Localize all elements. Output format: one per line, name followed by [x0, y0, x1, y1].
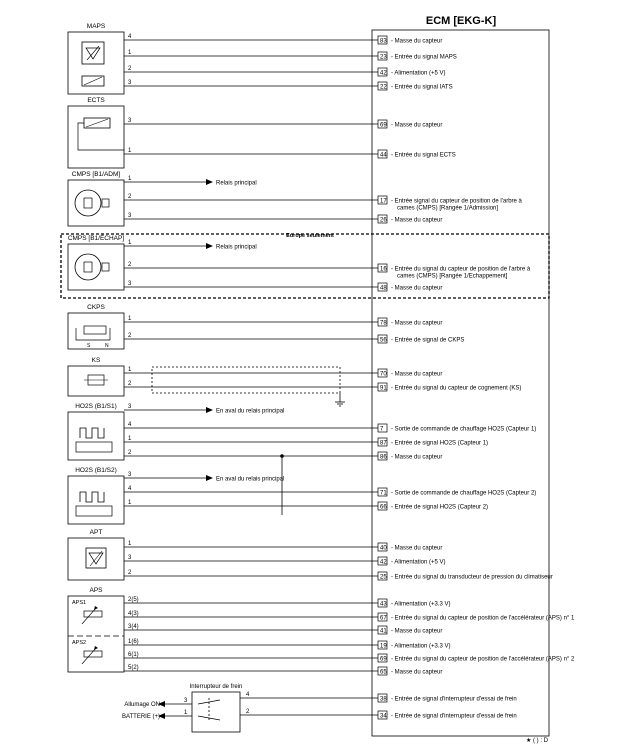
pin-number: 1: [128, 176, 132, 182]
pin-number: 2: [128, 262, 132, 268]
ks-box: [68, 366, 124, 396]
signal-label: - Entrée de signal d'interrupteur d'essai de frein: [391, 696, 517, 703]
arrow-head: [206, 179, 213, 185]
pin-number: 3: [128, 404, 132, 410]
signal-label: - Entrée du signal du capteur de cognement (KS): [391, 385, 522, 392]
ecm-pin-number: 56: [380, 337, 387, 344]
ecm-pin-number: 7: [380, 426, 384, 433]
pin-number: 1(6): [128, 639, 139, 645]
wiper-arrow: [94, 646, 98, 650]
pin-number: 3: [128, 118, 132, 124]
cmps-chip: [102, 199, 109, 207]
ecm-pin-number: 44: [380, 152, 387, 159]
heater-coil-icon: [80, 492, 104, 502]
cmps2-box: [68, 244, 124, 290]
pin-number: 2: [128, 450, 132, 456]
pin-number: 2: [128, 381, 132, 387]
signal-label: - Entrée du signal du capteur de position de l'accélérateur (APS) n° 2: [391, 656, 575, 663]
allumage-label: Allumage ON: [124, 702, 160, 708]
pin-number: 4: [128, 422, 132, 428]
ckps-n: N: [105, 343, 109, 349]
pin-number: 2: [128, 570, 132, 576]
signal-label: - Alimentation (+5 V): [391, 559, 446, 566]
ks-shield: [152, 367, 340, 393]
signal-label: - Masse du capteur: [391, 454, 443, 461]
potentiometer-icon: [84, 651, 102, 657]
pin-number: 3: [128, 80, 132, 86]
signal-label: - Sortie de commande de chauffage HO2S (Capteur 2): [391, 490, 537, 497]
component-name: HO2S (B1/S1): [75, 403, 117, 410]
pin-number: 5(2): [128, 665, 139, 671]
batterie-label: BATTERIE (+): [121, 714, 160, 720]
pin-number: 1: [128, 367, 132, 373]
component-name: APS2: [72, 640, 87, 646]
pin-number: 1: [128, 436, 132, 442]
arrow-head: [206, 407, 213, 413]
ckps-box: [68, 313, 124, 349]
component-name: ECTS: [87, 97, 105, 104]
pin-number: 1: [128, 541, 132, 547]
ckps-coil: [84, 326, 106, 334]
pin-number: 4: [246, 692, 250, 698]
pin-number: 3: [128, 281, 132, 287]
signal-label: - Entrée du signal du transducteur de pression du climatiseur: [391, 574, 553, 581]
pin-number: 1: [128, 50, 132, 56]
ecm-pin-number: 34: [380, 713, 387, 720]
ecm-title: ECM [EKG-K]: [425, 15, 497, 27]
cmps1-box: [68, 180, 124, 226]
signal-label-line2: cames (CMPS) [Rangée 1/Echappement]: [397, 273, 508, 280]
component-name: APT: [89, 529, 103, 536]
branch-label: Relais principal: [216, 244, 257, 251]
signal-label: - Masse du capteur: [391, 38, 443, 45]
component-name: APS: [89, 587, 103, 594]
batterie-pin: 1: [184, 710, 188, 716]
ecm-pin-number: 25: [380, 574, 387, 581]
signal-label: - Entrée signal du capteur de position de l'arbre à: [391, 198, 522, 205]
ecm-pin-number: 17: [380, 198, 387, 205]
signal-label: - Entrée du signal IATS: [391, 84, 453, 91]
heater-coil-icon: [80, 428, 104, 438]
europe-label: Europe seulement: [286, 233, 334, 239]
apt-sensor-element: [86, 548, 106, 568]
component-name: KS: [91, 357, 101, 364]
ecm-pin-number: 70: [380, 371, 387, 378]
wiper-arrow: [94, 606, 98, 610]
arrow-head: [206, 243, 213, 249]
ecm-pin-number: 71: [380, 490, 387, 497]
signal-label-line2: cames (CMPS) [Rangée 1/Admission]: [397, 205, 499, 212]
pin-number: 4: [128, 486, 132, 492]
ecm-pin-number: 65: [380, 669, 387, 676]
ecm-pin-number: 91: [380, 385, 387, 392]
ho2s1-box: [68, 412, 124, 460]
signal-label: - Entrée de signal de CKPS: [391, 337, 465, 344]
ecm-pin-number: 38: [380, 696, 387, 703]
ecm-pin-number: 69: [380, 656, 387, 663]
signal-label: - Alimentation (+5 V): [391, 70, 446, 77]
signal-label: - Masse du capteur: [391, 285, 443, 292]
frein-box: [192, 692, 240, 732]
wire-layer: [121, 34, 575, 720]
pin-number: 2(5): [128, 597, 139, 603]
ecm-pin-number: 86: [380, 454, 387, 461]
component-name: CMPS [B1/ÉCHAP]: [67, 235, 125, 242]
ecm-pin-number: 23: [380, 54, 387, 61]
pin-number: 6(1): [128, 652, 139, 658]
signal-label: - Entrée de signal HO2S (Capteur 2): [391, 504, 489, 511]
pin-number: 2: [128, 66, 132, 72]
component-name: Interrupteur de frein: [189, 684, 243, 690]
cmps-magnet: [84, 198, 92, 208]
ecm-pin-number: 42: [380, 70, 387, 77]
signal-label: - Masse du capteur: [391, 545, 443, 552]
pin-number: 1: [128, 148, 132, 154]
signal-label: - Masse du capteur: [391, 669, 443, 676]
branch-label: Relais principal: [216, 180, 257, 187]
ecm-pin-number: 43: [380, 601, 387, 608]
ects-lead: [78, 123, 124, 150]
pin-number: 1: [128, 240, 132, 246]
pin-number: 4: [128, 34, 132, 40]
pin-number: 4(3): [128, 611, 139, 617]
maps-box: [68, 32, 124, 94]
cmps-magnet: [84, 262, 92, 272]
pin-number: 1: [128, 316, 132, 322]
ecm-pin-number: 48: [380, 285, 387, 292]
signal-label: - Alimentation (+3.3 V): [391, 601, 451, 608]
apt-box: [68, 538, 124, 580]
signal-label: - Entrée de signal d'interrupteur d'essai de frein: [391, 713, 517, 720]
signal-label: - Masse du capteur: [391, 217, 443, 224]
pin-number: 3: [128, 555, 132, 561]
junction-dot: [280, 454, 284, 458]
signal-label: - Entrée du signal ECTS: [391, 152, 456, 159]
signal-label: - Entrée du signal MAPS: [391, 54, 457, 61]
potentiometer-icon: [84, 611, 102, 617]
pin-number: 1: [128, 500, 132, 506]
footnote: ★ ( ) : D: [525, 738, 548, 744]
cmps-circle-icon: [75, 190, 101, 216]
pin-number: 3: [128, 472, 132, 478]
signal-label: - Masse du capteur: [391, 122, 443, 129]
ecm-pin-number: 87: [380, 440, 387, 447]
signal-label: - Alimentation (+3.3 V): [391, 643, 451, 650]
signal-label: - Sortie de commande de chauffage HO2S (Capteur 1): [391, 426, 537, 433]
ecm-pin-number: 19: [380, 643, 387, 650]
allumage-pin: 3: [184, 698, 188, 704]
ecm-pin-number: 66: [380, 504, 387, 511]
signal-label: - Entrée de signal HO2S (Capteur 1): [391, 440, 489, 447]
ecm-pin-number: 69: [380, 122, 387, 129]
component-name: CMPS [B1/ADM]: [71, 171, 121, 178]
ecm-pin-number: 16: [380, 266, 387, 273]
ho2s2-box: [68, 476, 124, 524]
cmps-chip: [102, 263, 109, 271]
ecm-pin-number: 41: [380, 628, 387, 635]
maps-triangle: [86, 48, 100, 59]
symbol-layer: [75, 42, 124, 664]
signal-label: - Entrée du signal du capteur de position de l'arbre à: [391, 266, 531, 273]
o2-element: [76, 442, 112, 452]
pin-number: 3: [128, 213, 132, 219]
ecm-pin-number: 67: [380, 615, 387, 622]
ecm-pin-number: 42: [380, 559, 387, 566]
iats-arrow: [84, 77, 102, 85]
branch-label: En aval du relais principal: [216, 476, 285, 483]
pin-number: 2: [128, 194, 132, 200]
ecm-pin-number: 22: [380, 84, 387, 91]
component-name: CKPS: [87, 304, 105, 311]
cmps-circle-icon: [75, 254, 101, 280]
branch-label: En aval du relais principal: [216, 408, 285, 415]
ects-arrow: [86, 119, 108, 127]
signal-label: - Entrée du signal du capteur de position de l'accélérateur (APS) n° 1: [391, 615, 575, 622]
ecm-pin-number: 40: [380, 545, 387, 552]
pin-number: 2: [128, 333, 132, 339]
ects-box: [68, 106, 124, 168]
pin-number: 2: [246, 709, 250, 715]
component-name: MAPS: [86, 23, 106, 30]
signal-label: - Masse du capteur: [391, 320, 443, 327]
pin-number: 3(4): [128, 624, 139, 630]
arrow-head: [206, 475, 213, 481]
ecm-pin-number: 26: [380, 217, 387, 224]
ckps-s: S: [87, 343, 91, 349]
signal-label: - Masse du capteur: [391, 628, 443, 635]
ecm-pin-number: 78: [380, 320, 387, 327]
ecm-pin-number: 83: [380, 38, 387, 45]
signal-label: - Masse du capteur: [391, 371, 443, 378]
component-name: APS1: [72, 600, 87, 606]
o2-element: [76, 506, 112, 516]
component-name: HO2S (B1/S2): [75, 467, 117, 474]
